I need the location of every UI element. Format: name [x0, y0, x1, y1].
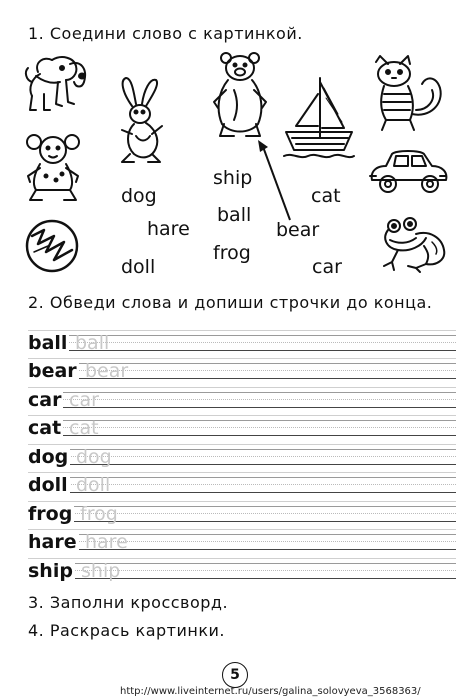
guide-rule — [28, 472, 456, 473]
trace-word[interactable]: car — [69, 388, 99, 411]
match-word-ball[interactable]: ball — [217, 204, 252, 226]
match-word-cat[interactable]: cat — [311, 185, 341, 207]
guide-rule — [28, 387, 456, 388]
trace-word[interactable]: doll — [76, 474, 111, 496]
task-3-heading: 3. Заполни кроссворд. — [28, 593, 229, 612]
car-picture[interactable] — [366, 146, 450, 198]
trace-word[interactable]: hare — [85, 531, 128, 553]
sample-word: bear — [28, 360, 77, 382]
sample-word: hare — [28, 531, 77, 553]
writing-row[interactable] — [28, 413, 456, 442]
trace-word[interactable]: dog — [76, 445, 112, 468]
trace-word[interactable]: bear — [85, 360, 129, 382]
match-word-car[interactable]: car — [312, 256, 342, 278]
match-word-bear[interactable]: bear — [276, 219, 320, 241]
writing-row[interactable] — [28, 527, 456, 556]
writing-row[interactable] — [28, 470, 456, 499]
writing-row[interactable] — [28, 356, 456, 385]
sample-word: dog — [28, 445, 69, 468]
trace-word[interactable]: ball — [75, 331, 110, 354]
writing-row[interactable] — [28, 498, 456, 527]
dog-picture[interactable] — [22, 52, 98, 116]
sample-word: frog — [28, 502, 73, 525]
match-word-hare[interactable]: hare — [147, 218, 190, 240]
guide-rule — [28, 415, 456, 416]
guide-rule — [28, 330, 456, 331]
page-number: 5 — [222, 662, 248, 688]
footer-url[interactable]: http://www.liveinternet.ru/users/galina_solovyeva_3568363/ — [120, 686, 421, 697]
frog-picture[interactable] — [380, 216, 450, 274]
task-1-heading: 1. Соедини слово с картинкой. — [28, 24, 303, 43]
bear-picture[interactable] — [210, 50, 272, 140]
sample-word: doll — [28, 474, 68, 496]
hare-picture[interactable] — [112, 76, 170, 168]
writing-row[interactable] — [28, 441, 456, 470]
task-4-heading: 4. Раскрась картинки. — [28, 621, 225, 640]
example-arrow — [256, 138, 296, 222]
writing-lines — [28, 327, 456, 584]
match-word-dog[interactable]: dog — [121, 185, 157, 207]
trace-word[interactable]: frog — [80, 502, 118, 525]
writing-row[interactable] — [28, 384, 456, 413]
match-word-frog[interactable]: frog — [213, 242, 251, 264]
trace-word[interactable]: ship — [81, 559, 121, 582]
sample-word: ship — [28, 559, 73, 582]
sample-word: car — [28, 388, 62, 411]
guide-rule — [28, 358, 456, 359]
guide-rule — [28, 501, 456, 502]
writing-row[interactable] — [28, 555, 456, 584]
doll-picture[interactable] — [22, 130, 86, 202]
guide-rule — [28, 558, 456, 559]
sample-word: cat — [28, 417, 62, 439]
guide-rule — [28, 444, 456, 445]
ball-picture[interactable] — [24, 218, 80, 274]
trace-word[interactable]: cat — [69, 417, 99, 439]
match-word-doll[interactable]: doll — [121, 256, 156, 278]
cat-picture[interactable] — [370, 54, 450, 134]
sample-word: ball — [28, 331, 68, 354]
task-2-heading: 2. Обведи слова и допиши строчки до конца. — [28, 293, 433, 312]
guide-rule — [28, 529, 456, 530]
match-word-ship[interactable]: ship — [213, 167, 253, 189]
writing-row[interactable] — [28, 327, 456, 356]
